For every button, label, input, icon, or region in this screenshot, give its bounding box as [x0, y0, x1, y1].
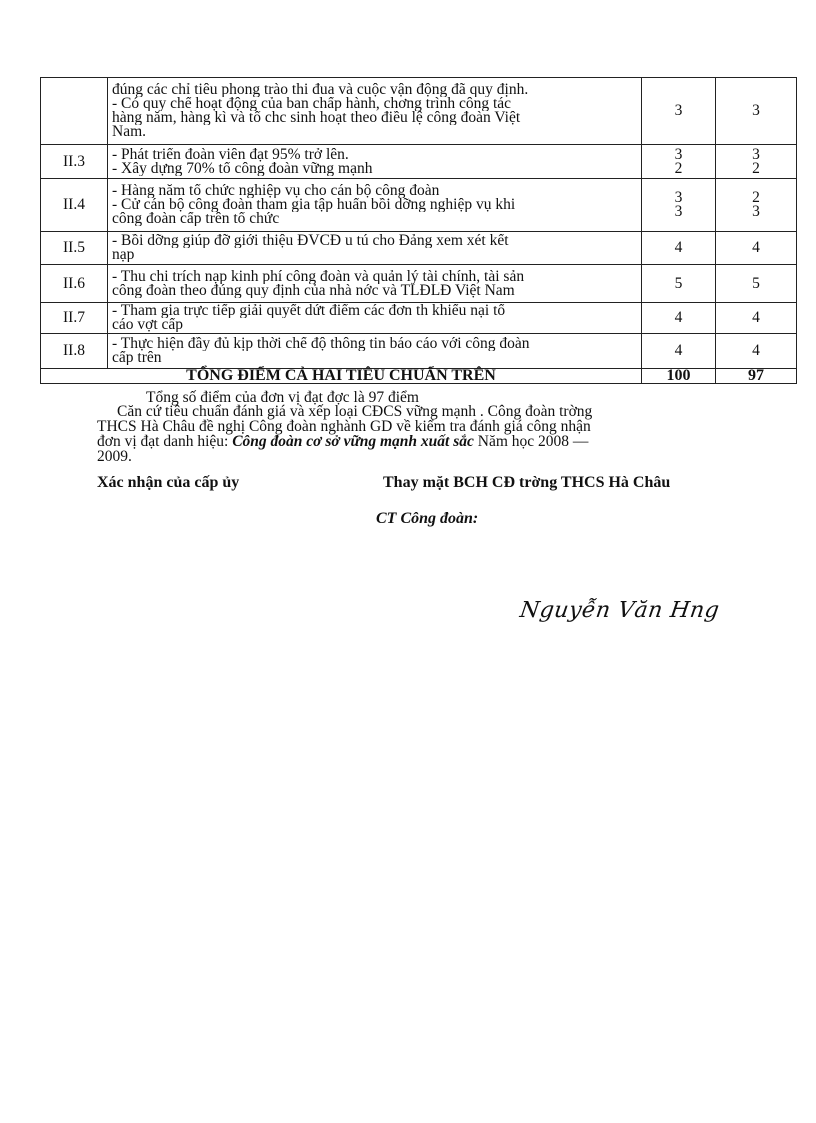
criterion-line: - Thu chi trích nạp kinh phí công đoàn và quản lý tài chính, tài sản	[112, 269, 525, 284]
achieved-score: 2	[752, 161, 760, 176]
criterion-code: II.4	[41, 179, 108, 232]
score-table	[40, 77, 797, 384]
max-score: 4	[674, 239, 683, 256]
achieved-score: 3	[752, 205, 760, 219]
achieved-score-cell	[716, 78, 797, 145]
criterion-line: cáo vợt cấp	[112, 318, 184, 332]
criterion-line: - Có quy chế hoạt động của ban chấp hành, chơng trình công tác	[112, 97, 512, 111]
criterion-content	[108, 265, 642, 303]
criterion-code: II.8	[41, 334, 108, 369]
criterion-line: - Thực hiện đầy đủ kịp thời chế độ thông tin báo cáo với công đoàn	[112, 337, 530, 351]
table-row	[41, 265, 797, 303]
achieved-score: 4	[752, 309, 760, 326]
criterion-line: nạp	[112, 248, 135, 262]
achieved-score-cell	[716, 179, 797, 232]
total-max-score: 100	[642, 369, 716, 384]
committee-signature-label: Thay mặt BCH CĐ trờng THCS Hà Châu	[383, 474, 671, 491]
table-row	[41, 334, 797, 369]
max-score-cell	[642, 78, 716, 145]
table-row	[41, 303, 797, 334]
max-score: 2	[674, 161, 683, 176]
paragraph-text: Năm học 2008 —	[473, 433, 589, 450]
max-score-cell	[642, 334, 716, 369]
criterion-line: Nam.	[112, 125, 147, 139]
criterion-line: - Bồi dỡng giúp đỡ giới thiệu ĐVCĐ u tú cho Đảng xem xét kết	[112, 234, 509, 248]
criterion-line: cấp trên	[112, 351, 162, 365]
max-score: 3	[674, 191, 683, 205]
table-row	[41, 179, 797, 232]
max-score: 5	[674, 274, 683, 292]
criterion-content	[108, 232, 642, 265]
criterion-content	[108, 334, 642, 369]
total-label: TỔNG ĐIỂM CẢ HAI TIÊU CHUẨN TRÊN	[41, 369, 642, 384]
max-score: 3	[674, 102, 683, 119]
max-score: 3	[674, 147, 683, 162]
criterion-line: công đoàn theo đúng quy định của nhà nớc và TLĐLĐ Việt Nam	[112, 283, 515, 298]
achieved-score-cell	[716, 303, 797, 334]
max-score-cell	[642, 303, 716, 334]
max-score-cell	[642, 145, 716, 179]
signer-name: Nguyễn Văn Hng	[518, 598, 721, 623]
paragraph-line	[97, 434, 737, 449]
union-chair-title: CT Công đoàn:	[376, 510, 479, 527]
table-row	[41, 232, 797, 265]
criterion-code: II.5	[41, 232, 108, 265]
achieved-score-cell	[716, 232, 797, 265]
party-confirmation-label: Xác nhận của cấp ủy	[97, 474, 240, 491]
max-score: 4	[674, 309, 683, 326]
total-summary: Tổng số điểm của đơn vị đạt đợc là 97 điểm	[146, 389, 419, 406]
max-score-cell	[642, 265, 716, 303]
achieved-score: 5	[752, 274, 760, 292]
criterion-content	[108, 303, 642, 334]
table-row	[41, 145, 797, 179]
criterion-line: - Hàng năm tổ chức nghiệp vụ cho cán bộ công đoàn	[112, 184, 440, 198]
achieved-score-cell	[716, 334, 797, 369]
criterion-line: - Phát triển đoàn viên đạt 95% trở lên.	[112, 147, 349, 162]
total-row	[41, 369, 797, 384]
criterion-line: - Tham gia trực tiếp giải quyết dứt điểm các đơn th khiếu nại tố	[112, 304, 506, 318]
max-score: 3	[674, 205, 683, 219]
max-score: 4	[674, 342, 683, 359]
paragraph-text: đơn vị đạt danh hiệu:	[97, 433, 233, 450]
max-score-cell	[642, 179, 716, 232]
max-score-cell	[642, 232, 716, 265]
paragraph-line: 2009.	[97, 448, 132, 465]
criterion-code: II.6	[41, 265, 108, 303]
paragraph-line: Căn cứ tiêu chuẩn đánh giá và xếp loại CĐCS vững mạnh . Công đoàn trờng	[117, 403, 593, 420]
award-title: Công đoàn cơ sở vững mạnh xuất sắc	[232, 433, 474, 450]
criterion-line: - Xây dựng 70% tổ công đoàn vững mạnh	[112, 161, 373, 176]
total-achieved-score: 97	[716, 369, 797, 384]
achieved-score-cell	[716, 145, 797, 179]
achieved-score: 2	[752, 191, 760, 205]
achieved-score: 4	[752, 239, 760, 256]
criterion-content	[108, 145, 642, 179]
proposal-paragraph	[97, 404, 737, 464]
achieved-score: 4	[752, 342, 760, 359]
achieved-score-cell	[716, 265, 797, 303]
criterion-line: - Cử cán bộ công đoàn tham gia tập huấn bồi dỡng nghiệp vụ khi	[112, 198, 516, 212]
criterion-content	[108, 179, 642, 232]
achieved-score: 3	[752, 147, 760, 162]
criterion-content	[108, 78, 642, 145]
paragraph-line: THCS Hà Châu đề nghị Công đoàn nghành GD về kiểm tra đánh giá công nhận	[97, 418, 591, 435]
criterion-code	[41, 78, 108, 145]
achieved-score: 3	[752, 102, 760, 119]
criterion-code: II.3	[41, 145, 108, 179]
table-row	[41, 78, 797, 145]
criterion-code: II.7	[41, 303, 108, 334]
criterion-line: đúng các chỉ tiêu phong trào thi đua và cuộc vận động đã quy định.	[112, 83, 529, 97]
criterion-line: hàng năm, hàng kì và tổ chc sinh hoạt theo điều lệ công đoàn Việt	[112, 111, 521, 125]
criterion-line: công đoàn cấp trên tổ chức	[112, 212, 280, 226]
